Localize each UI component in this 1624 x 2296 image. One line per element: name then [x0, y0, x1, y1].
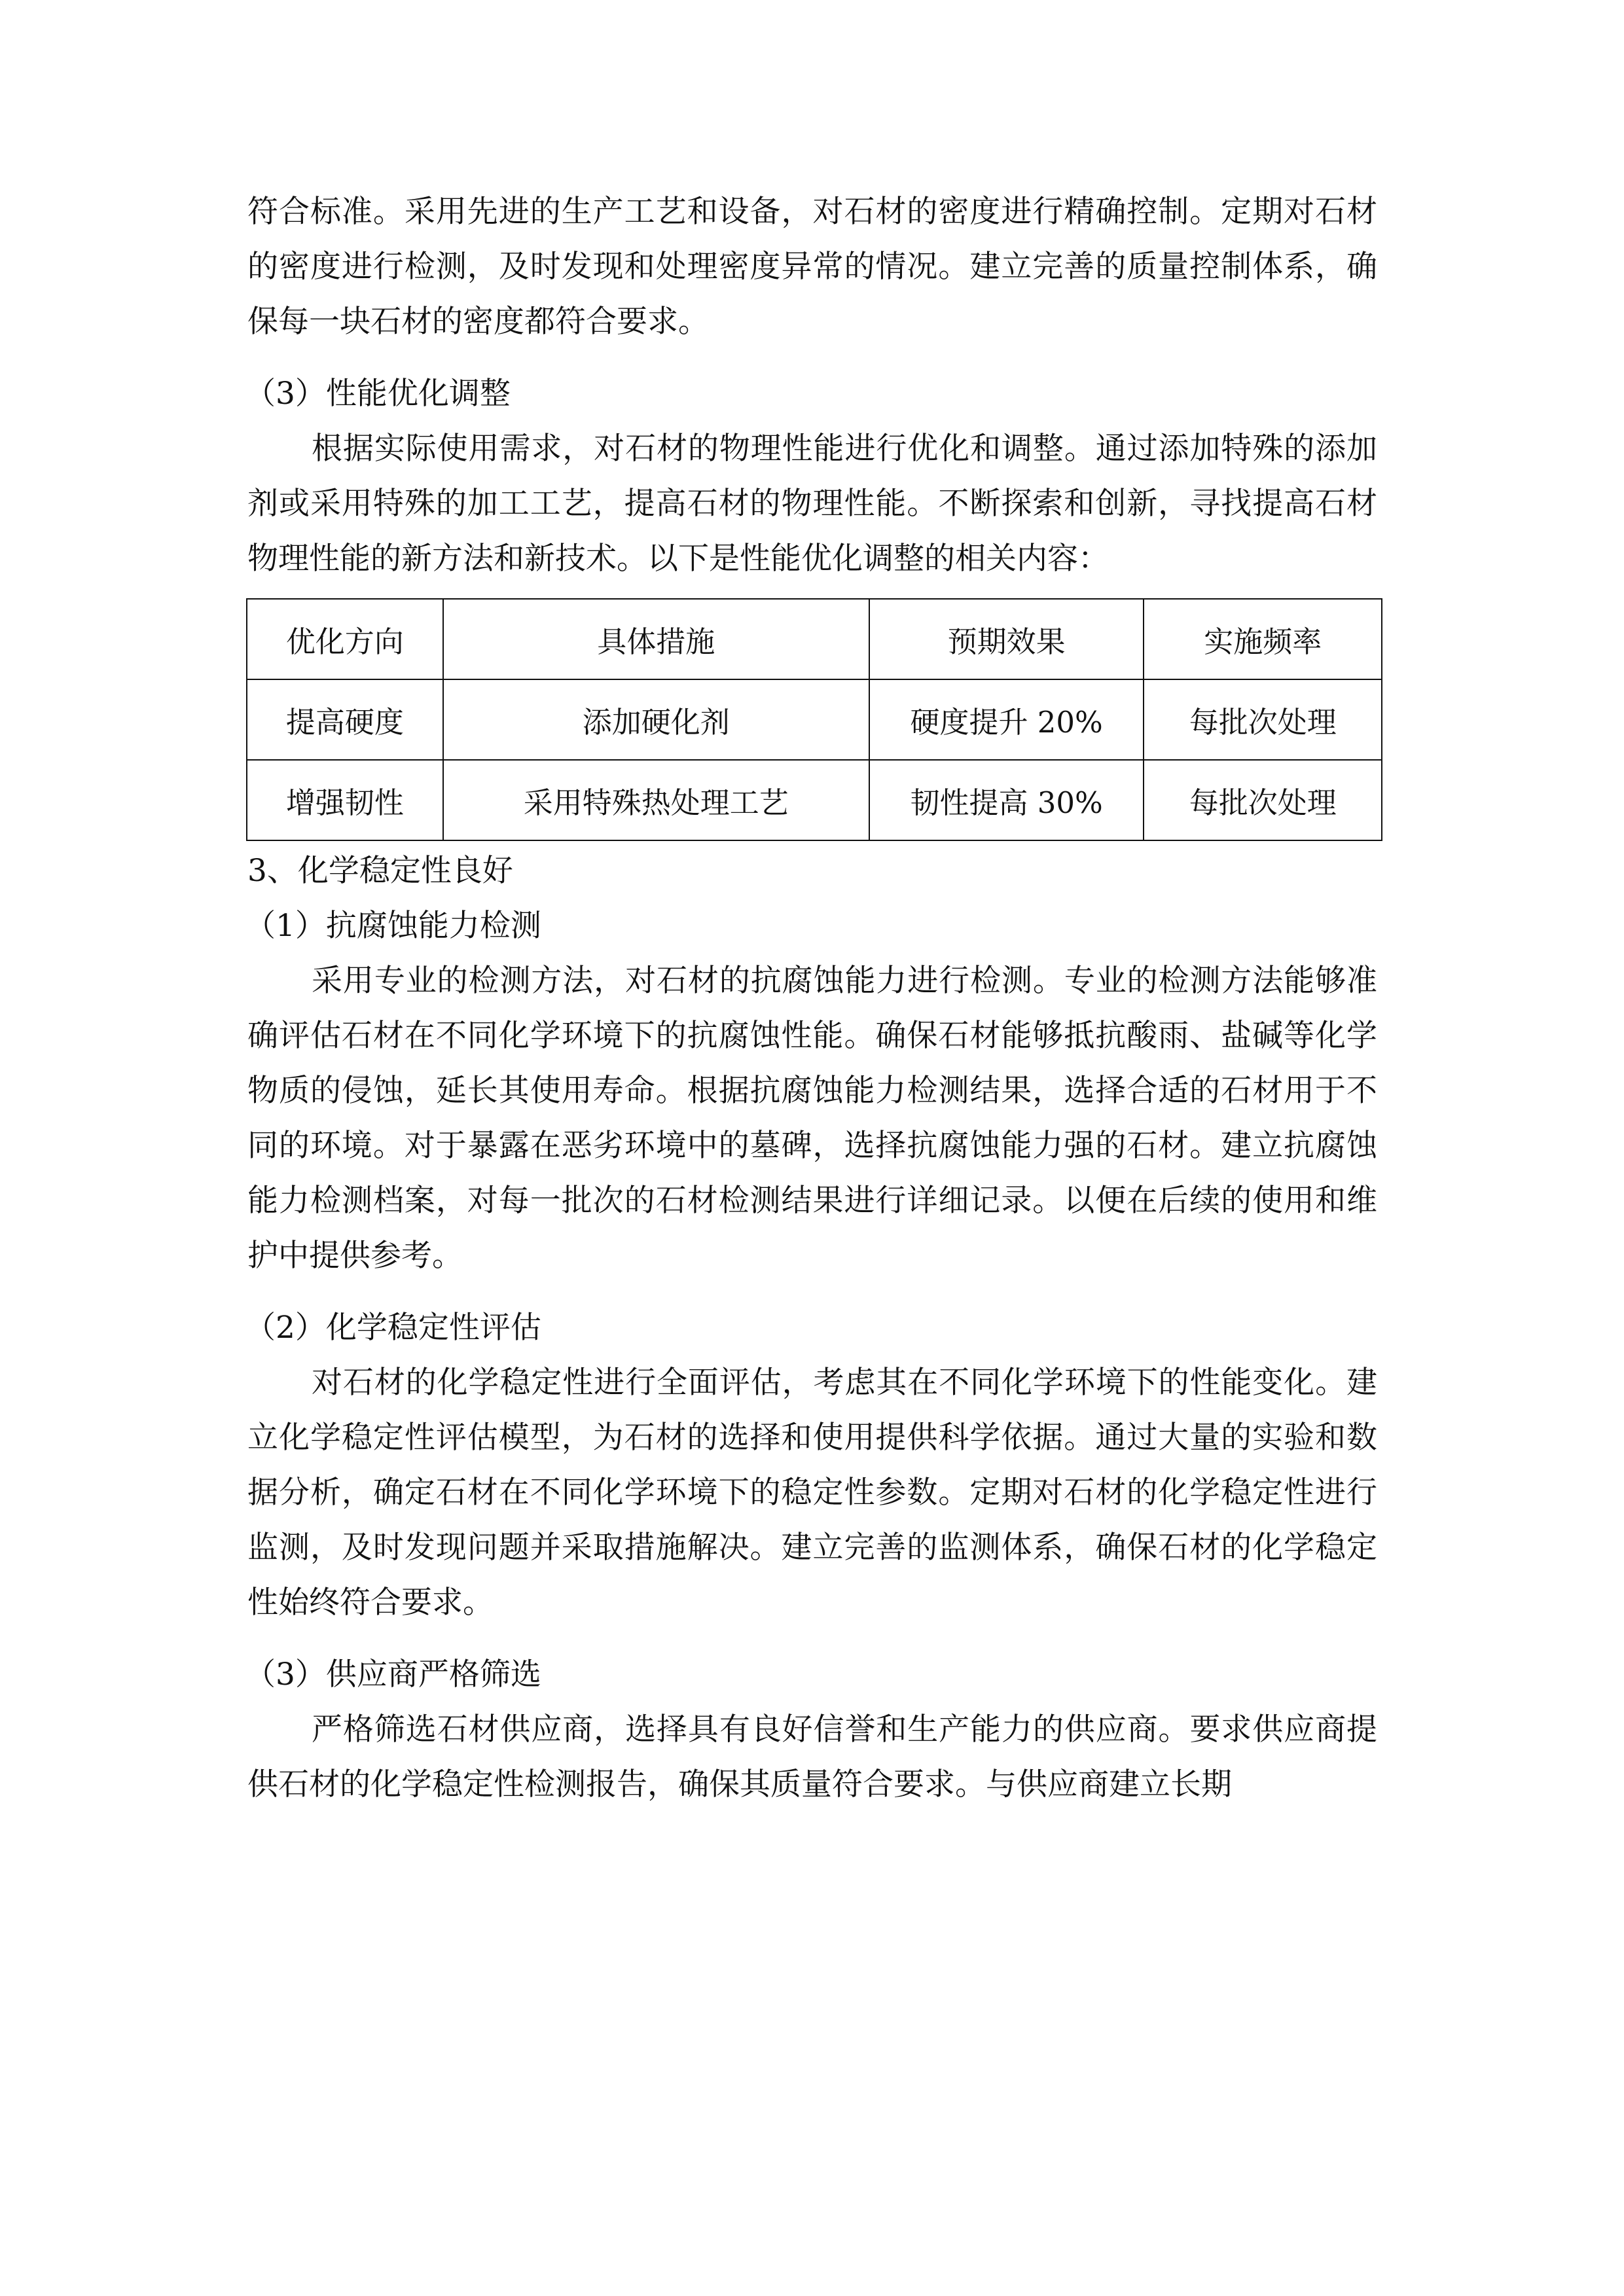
paragraph-supplier-screening: 严格筛选石材供应商，选择具有良好信誉和生产能力的供应商。要求供应商提供石材的化学稳定性检测报告，确保其质量符合要求。与供应商建立长期 [247, 1712, 1377, 1803]
table-cell: 添加硬化剂 [443, 679, 869, 760]
paragraph-performance-optimization: 根据实际使用需求，对石材的物理性能进行优化和调整。通过添加特殊的添加剂或采用特殊的加工工艺，提高石材的物理性能。不断探索和创新，寻找提高石材物理性能的新方法和新技术。以下是性能优化调整的相关内容： [247, 431, 1377, 577]
table-header-cell: 具体措施 [443, 599, 869, 679]
table-cell: 每批次处理 [1144, 760, 1382, 840]
table-header-cell: 预期效果 [869, 599, 1144, 679]
table-cell: 增强韧性 [247, 760, 443, 840]
document-body [247, 185, 1377, 1812]
paragraph-density-control: 符合标准。采用先进的生产工艺和设备，对石材的密度进行精确控制。定期对石材的密度进行检测，及时发现和处理密度异常的情况。建立完善的质量控制体系，确保每一块石材的密度都符合要求。 [247, 194, 1377, 340]
heading-chemical-evaluation: （2）化学稳定性评估 [245, 1310, 541, 1346]
table-header-cell: 优化方向 [247, 599, 443, 679]
heading-corrosion-test: （1）抗腐蚀能力检测 [245, 908, 541, 944]
paragraph-corrosion-test: 采用专业的检测方法，对石材的抗腐蚀能力进行检测。专业的检测方法能够准确评估石材在不同化学环境下的抗腐蚀性能。确保石材能够抵抗酸雨、盐碱等化学物质的侵蚀，延长其使用寿命。根据抗腐蚀能力检测结果，选择合适的石材用于不同的环境。对于暴露在恶劣环境中的墓碑，选择抗腐蚀能力强的石材。建立抗腐蚀能力检测档案，对每一批次的石材检测结果进行详细记录。以便在后续的使用和维护中提供参考。 [247, 963, 1377, 1274]
table-cell: 韧性提高 30% [869, 760, 1144, 840]
table-header-row [247, 599, 1382, 679]
table-row [247, 760, 1382, 840]
heading-performance-optimization: （3）性能优化调整 [245, 376, 511, 412]
table-cell: 每批次处理 [1144, 679, 1382, 760]
heading-supplier-screening: （3）供应商严格筛选 [245, 1657, 541, 1693]
table-row [247, 679, 1382, 760]
paragraph-chemical-evaluation: 对石材的化学稳定性进行全面评估，考虑其在不同化学环境下的性能变化。建立化学稳定性评估模型，为石材的选择和使用提供科学依据。通过大量的实验和数据分析，确定石材在不同化学环境下的稳定性参数。定期对石材的化学稳定性进行监测，及时发现问题并采取措施解决。建立完善的监测体系，确保石材的化学稳定性始终符合要求。 [247, 1365, 1377, 1621]
section-title-chemical-stability: 3、化学稳定性良好 [247, 853, 513, 889]
optimization-table [246, 598, 1382, 841]
table-header-cell: 实施频率 [1144, 599, 1382, 679]
table-cell: 采用特殊热处理工艺 [443, 760, 869, 840]
table-cell: 提高硬度 [247, 679, 443, 760]
table-cell: 硬度提升 20% [869, 679, 1144, 760]
